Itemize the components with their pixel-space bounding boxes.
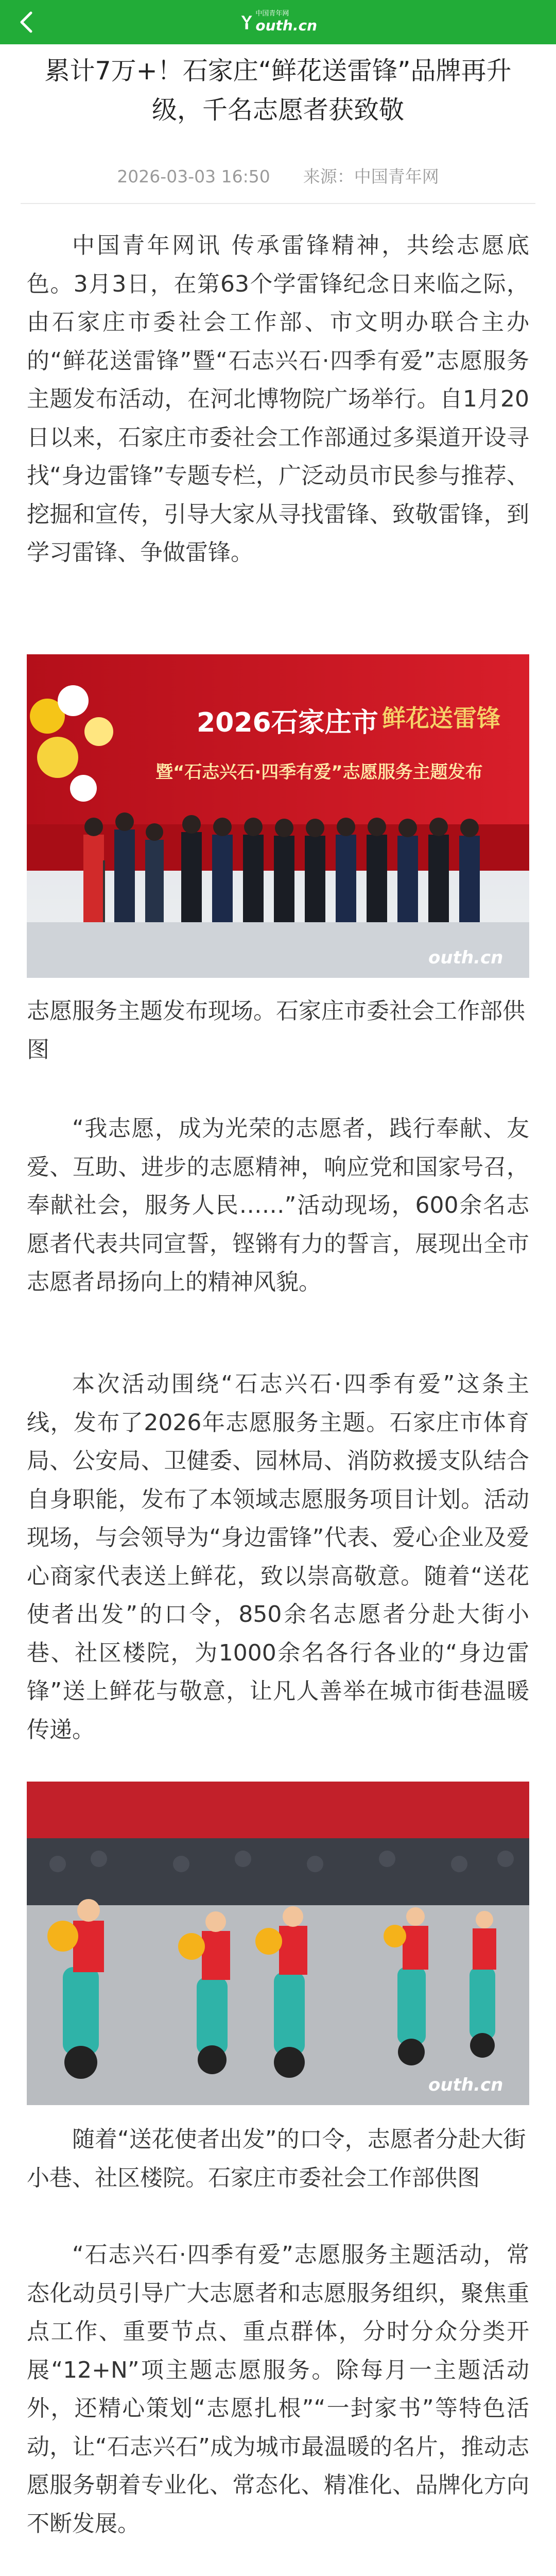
watermark-text: outh.cn	[428, 2075, 503, 2095]
article-paragraph: “我志愿，成为光荣的志愿者，践行奉献、友爱、互助、进步的志愿精神，响应党和国家号召，奉献社会，服务人民……”活动现场，600余名志愿者代表共同宣誓，铿锵有力的誓言，展现出全市志愿者昂扬向上的精神风貌。	[27, 1115, 529, 1295]
watermark-text: outh.cn	[428, 947, 503, 968]
article-paragraph: 中国青年网讯 传承雷锋精神，共绘志愿底色。3月3日，在第63个学雷锋纪念日来临之际，由石家庄市委社会工作部、市文明办联合主办的“鲜花送雷锋”暨“石志兴石·四季有爱”志愿服务主题发布活动，在河北博物院广场举行。自1月20日以来，石家庄市委社会工作部通过多渠道开设寻找“身边雷锋”专题专栏，广泛动员市民参与推荐、挖掘和宣传，引导大家从寻找雷锋、致敬雷锋，到学习雷锋、争做雷锋。	[27, 232, 529, 566]
site-logo[interactable]	[240, 5, 317, 39]
banner-subtitle-text: 暨“石志兴石·四季有爱”志愿服务主题发布	[155, 762, 483, 783]
article-photo-flower-envoys	[27, 1782, 529, 2105]
article-source: 来源：中国青年网	[303, 166, 439, 187]
logo-big-text: outh.cn	[255, 16, 317, 34]
article-paragraph: “石志兴石·四季有爱”志愿服务主题活动，常态化动员引导广大志愿者和志愿服务组织，聚焦重点工作、重要节点、重点群体，分时分众分类开展“12+N”项主题志愿服务。除每月一主题活动外，还精心策划“志愿扎根”“一封家书”等特色活动，让“石志兴石”成为城市最温暖的名片，推动志愿服务朝着专业化、常态化、精准化、品牌化方向不断发展。	[27, 2242, 529, 2537]
article-title: 累计7万+！石家庄“鲜花送雷锋”品牌再升级，千名志愿者获致敬	[44, 56, 512, 125]
top-navigation-bar	[0, 0, 556, 44]
banner-title-text: 2026石家庄市	[197, 707, 378, 738]
logo-small-text: 中国青年网	[255, 10, 289, 18]
chevron-left-icon	[18, 11, 35, 33]
article-paragraph: 本次活动围绕“石志兴石·四季有爱”这条主线，发布了2026年志愿服务主题。石家庄市体育局、公安局、卫健委、园林局、消防救援支队结合自身职能，发布了本领域志愿服务项目计划。活动现场，与会领导为“身边雷锋”代表、爱心企业及爱心商家代表送上鲜花，致以崇高敬意。随着“送花使者出发”的口令，850余名志愿者分赴大街小巷、社区楼院，为1000余名各行各业的“身边雷锋”送上鲜花与敬意，让凡人善举在城市街巷温暖传递。	[27, 1371, 529, 1743]
publish-date: 2026-03-03 16:50	[117, 166, 270, 187]
photo-caption: 随着“送花使者出发”的口令，志愿者分赴大街小巷、社区楼院。石家庄市委社会工作部供图	[27, 2126, 526, 2191]
article-meta	[21, 163, 535, 191]
youth-logo-icon	[240, 9, 253, 35]
photo-caption: 志愿服务主题发布现场。石家庄市委社会工作部供图	[27, 998, 525, 1063]
article-photo-launch-ceremony	[27, 654, 529, 978]
back-button[interactable]	[13, 9, 39, 35]
divider	[21, 203, 535, 204]
banner-brand-text: 鲜花送雷锋	[382, 704, 500, 732]
